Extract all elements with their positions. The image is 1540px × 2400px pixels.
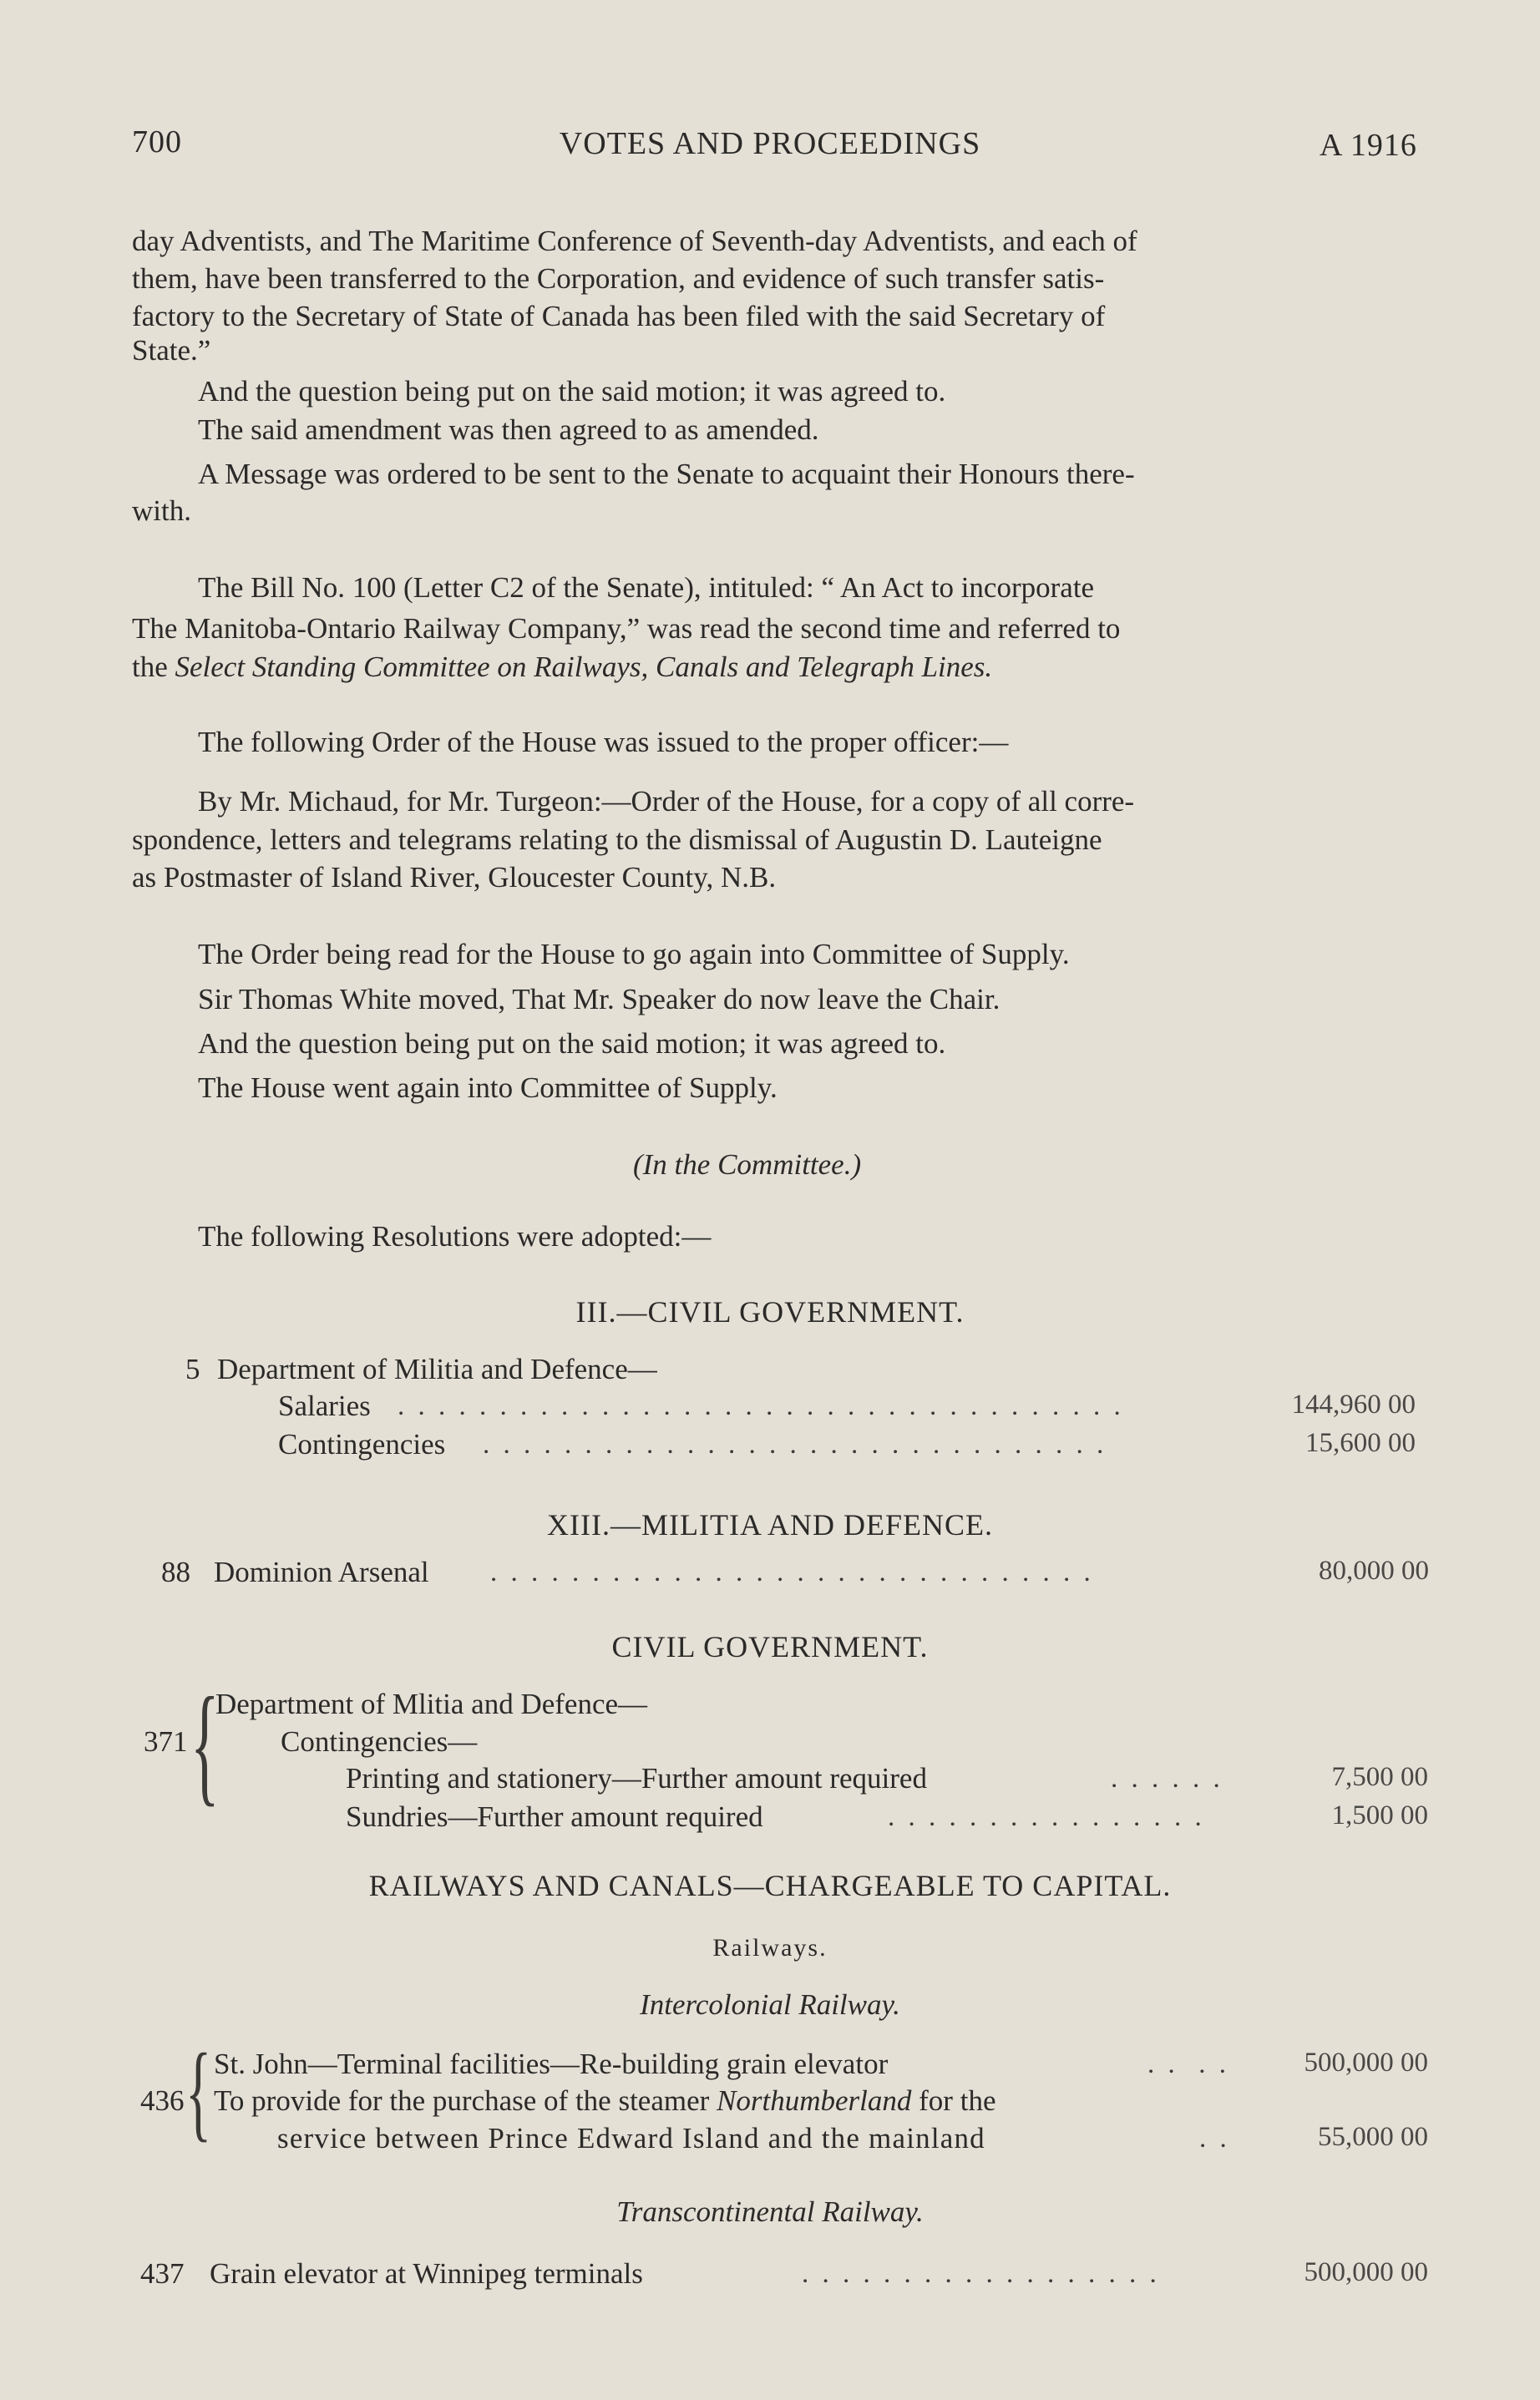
dot-leader: . . . . . . . . . . . . . . . . xyxy=(888,1802,1205,1832)
paragraph-white-motion: Sir Thomas White moved, That Mr. Speaker do now leave the Chair. xyxy=(198,983,1000,1015)
sub-heading-intercolonial: Intercolonial Railway. xyxy=(640,1988,900,2021)
brace-icon: { xyxy=(185,2032,212,2152)
dot-leader: . . . . . . . . . . . . . . . . . . . . . . . . . . . . . . . . . . . . xyxy=(398,1391,1124,1421)
item-label-grain-elevator: Grain elevator at Winnipeg terminals xyxy=(210,2257,643,2290)
brace-icon: { xyxy=(190,1669,220,1818)
continuation-line-1: day Adventists, and The Maritime Conference of Seventh-day Adventists, and each of xyxy=(132,225,1137,257)
heading-civil-government-iii: III.—CIVIL GOVERNMENT. xyxy=(575,1295,965,1329)
paragraph-agreed: And the question being put on the said motion; it was agreed to. xyxy=(198,375,946,408)
dot-leader: . . . . xyxy=(1147,2049,1229,2079)
heading-railways-canals: RAILWAYS AND CANALS—CHARGEABLE TO CAPITAL. xyxy=(368,1869,1172,1902)
paragraph-bill-line-2: The Manitoba-Ontario Railway Company,” was read the second time and referred to xyxy=(132,612,1121,645)
item-label-printing: Printing and stationery—Further amount required xyxy=(346,1762,927,1795)
dot-leader: . . . . . . . . . . . . . . . . . . . . . . . . . . . . . . . xyxy=(483,1430,1107,1460)
sub-heading-contingencies: Contingencies— xyxy=(281,1725,478,1758)
bill-line-3-prefix: the xyxy=(132,651,175,683)
amount-sundries: 1,500 00 xyxy=(1331,1800,1428,1830)
vote-number-371: 371 xyxy=(144,1725,188,1758)
paragraph-bill-line-3 xyxy=(132,648,992,686)
paragraph-order-issued: The following Order of the House was issued to the proper officer:— xyxy=(198,726,1009,758)
committee-name: Select Standing Committee on Railways, Canals and Telegraph Lines. xyxy=(175,651,993,683)
dot-leader: . . . . . . . . . . . . . . . . . . . . . . . . . . . . . . xyxy=(490,1557,1094,1587)
paragraph-bill-line-1: The Bill No. 100 (Letter C2 of the Senate), intituled: “ An Act to incorporate xyxy=(198,571,1095,604)
paragraph-amendment: The said amendment was then agreed to as amended. xyxy=(198,413,819,446)
item-label-service-between: service between Prince Edward Island and the mainland xyxy=(277,2122,985,2154)
page-number: 700 xyxy=(132,124,182,159)
item-2-prefix: To provide for the purchase of the steamer xyxy=(214,2084,717,2117)
vote-title-militia: Department of Militia and Defence— xyxy=(217,1353,657,1385)
paragraph-agreed-2: And the question being put on the said motion; it was agreed to. xyxy=(198,1027,946,1060)
amount-grain-elevator: 500,000 00 xyxy=(1304,2257,1428,2287)
item-label-dominion-arsenal: Dominion Arsenal xyxy=(214,1556,429,1588)
in-committee-label: (In the Committee.) xyxy=(633,1148,862,1181)
item-label-northumberland xyxy=(214,2084,995,2118)
item-2-suffix: for the xyxy=(911,2084,996,2117)
continuation-line-3: factory to the Secretary of State of Canada has been filed with the said Secretary of xyxy=(132,300,1106,332)
continuation-line-2: them, have been transferred to the Corporation, and evidence of such transfer satis- xyxy=(132,262,1105,295)
paragraph-michaud-line-2: spondence, letters and telegrams relating to the dismissal of Augustin D. Lauteigne xyxy=(132,823,1102,856)
paragraph-michaud-line-1: By Mr. Michaud, for Mr. Turgeon:—Order of the House, for a copy of all corre- xyxy=(198,785,1135,818)
item-label-sundries: Sundries—Further amount required xyxy=(346,1800,763,1833)
paragraph-house-committee: The House went again into Committee of Supply. xyxy=(198,1071,778,1104)
paragraph-message-line-1: A Message was ordered to be sent to the Senate to acquaint their Honours there- xyxy=(198,458,1135,490)
amount-st-john: 500,000 00 xyxy=(1304,2048,1428,2078)
dot-leader: . . xyxy=(1199,2124,1230,2154)
paragraph-michaud-line-3: as Postmaster of Island River, Gloucester County, N.B. xyxy=(132,861,777,894)
paragraph-message-line-2: with. xyxy=(132,494,191,527)
item-label-st-john: St. John—Terminal facilities—Re-building grain elevator xyxy=(214,2048,889,2080)
amount-dominion-arsenal: 80,000 00 xyxy=(1319,1556,1429,1586)
sub-heading-railways: Railways. xyxy=(712,1934,828,1962)
heading-civil-government: CIVIL GOVERNMENT. xyxy=(611,1630,929,1663)
session-label: A 1916 xyxy=(1320,128,1417,163)
vote-number-436: 436 xyxy=(140,2084,185,2117)
amount-printing: 7,500 00 xyxy=(1331,1762,1428,1792)
amount-northumberland: 55,000 00 xyxy=(1318,2122,1428,2152)
heading-militia-defence: XIII.—MILITIA AND DEFENCE. xyxy=(547,1508,993,1542)
item-label-contingencies: Contingencies xyxy=(278,1428,446,1461)
amount-salaries: 144,960 00 xyxy=(1291,1390,1416,1420)
dot-leader: . . . . . . xyxy=(1111,1764,1223,1794)
amount-contingencies: 15,600 00 xyxy=(1305,1428,1416,1458)
vote-title-mlitia: Department of Mlitia and Defence— xyxy=(215,1688,648,1720)
paragraph-resolutions: The following Resolutions were adopted:— xyxy=(198,1220,712,1253)
steamer-name: Northumberland xyxy=(717,2084,912,2117)
sub-heading-transcontinental: Transcontinental Railway. xyxy=(616,2195,924,2228)
continuation-line-4: State.” xyxy=(132,334,211,367)
paragraph-order-read: The Order being read for the House to go again into Committee of Supply. xyxy=(198,938,1070,970)
dot-leader: . . . . . . . . . . . . . . . . . . xyxy=(802,2259,1160,2289)
running-title: VOTES AND PROCEEDINGS xyxy=(559,126,981,161)
vote-number-5: 5 xyxy=(185,1353,200,1385)
vote-number-88: 88 xyxy=(161,1556,190,1588)
vote-number-437: 437 xyxy=(140,2257,185,2290)
item-label-salaries: Salaries xyxy=(278,1390,371,1422)
